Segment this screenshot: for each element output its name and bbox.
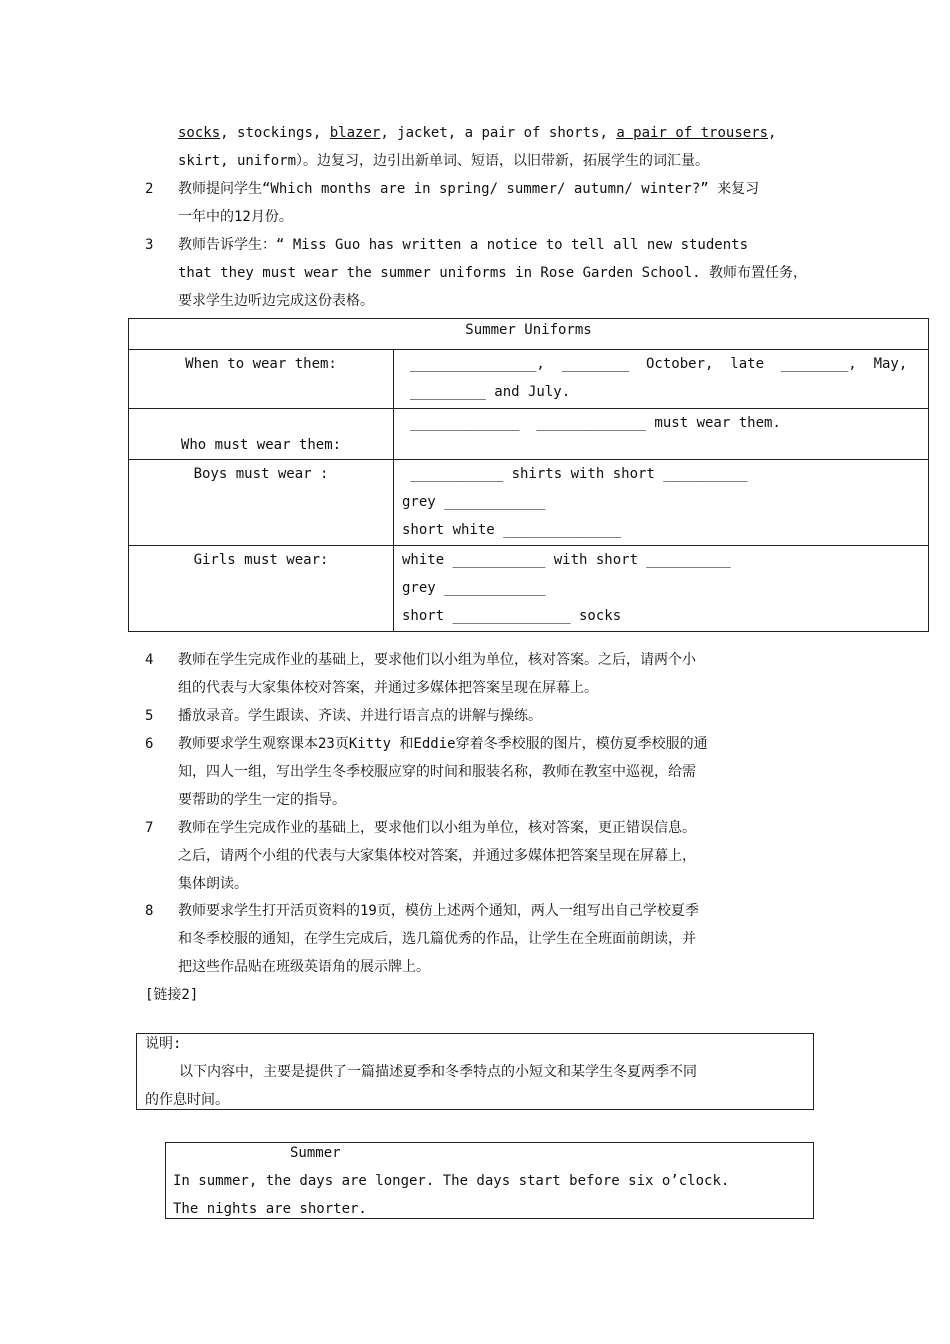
row-line: short white ______________ xyxy=(402,522,622,538)
intro-line-1 xyxy=(178,119,776,147)
row-line: _____________ _____________ must wear them. xyxy=(410,415,781,431)
note-line: 的作息时间。 xyxy=(145,1092,229,1108)
table-row xyxy=(129,409,929,460)
row-line: grey ____________ xyxy=(402,580,546,596)
link-label: [链接2] xyxy=(145,987,199,1003)
table-row xyxy=(129,460,929,546)
row-content xyxy=(394,546,929,632)
step-7-line: 集体朗读。 xyxy=(178,876,248,892)
summer-uniforms-table xyxy=(128,318,929,632)
table-row xyxy=(129,350,929,409)
step-7-line: 教师在学生完成作业的基础上，要求他们以小组为单位，核对答案，更正错误信息。 xyxy=(178,820,696,836)
summer-line: The nights are shorter. xyxy=(173,1201,367,1217)
vocab-trousers: a pair of trousers xyxy=(616,125,769,141)
row-line: short ______________ socks xyxy=(402,608,622,624)
step-3-line: 要求学生边听边完成这份表格。 xyxy=(178,293,374,309)
row-line: _______________, ________ October, late ________, May, xyxy=(410,356,908,372)
step-number: 3 xyxy=(145,237,154,253)
step-number: 8 xyxy=(145,903,154,919)
vocab-socks: socks xyxy=(178,125,221,141)
vocab-text: , jacket, a pair of shorts, xyxy=(380,125,617,141)
step-4-line: 组的代表与大家集体校对答案，并通过多媒体把答案呈现在屏幕上。 xyxy=(178,680,598,696)
step-2-line: 一年中的12月份。 xyxy=(178,209,293,225)
note-box xyxy=(136,1033,814,1110)
row-line: grey ____________ xyxy=(402,494,546,510)
row-line: ___________ shirts with short __________ xyxy=(402,466,748,482)
step-4-line: 教师在学生完成作业的基础上，要求他们以小组为单位，核对答案。之后，请两个小 xyxy=(178,652,696,668)
step-3-line: that they must wear the summer uniforms in Rose Garden School. 教师布置任务， xyxy=(178,265,808,281)
vocab-text: , stockings, xyxy=(220,125,330,141)
table-title: Summer Uniforms xyxy=(129,319,929,350)
vocab-blazer: blazer xyxy=(329,125,381,141)
row-content xyxy=(394,350,929,409)
row-content xyxy=(394,460,929,546)
step-8-line: 教师要求学生打开活页资料的19页，模仿上述两个通知，两人一组写出自己学校夏季 xyxy=(178,903,699,919)
table-row xyxy=(129,546,929,632)
step-number: 6 xyxy=(145,736,154,752)
row-label: Girls must wear: xyxy=(129,546,394,632)
row-content xyxy=(394,409,929,460)
step-number: 4 xyxy=(145,652,154,668)
step-number: 7 xyxy=(145,820,154,836)
step-8-line: 把这些作品贴在班级英语角的展示牌上。 xyxy=(178,959,430,975)
step-6-line: 教师要求学生观察课本23页Kitty 和Eddie穿着冬季校服的图片，模仿夏季校服的通 xyxy=(178,736,708,752)
step-number: 2 xyxy=(145,181,154,197)
summer-line: In summer, the days are longer. The days start before six o’clock. xyxy=(173,1173,730,1189)
step-8-line: 和冬季校服的通知，在学生完成后，选几篇优秀的作品，让学生在全班面前朗读，并 xyxy=(178,931,696,947)
row-label: Who must wear them: xyxy=(129,409,394,460)
step-7-line: 之后，请两个小组的代表与大家集体校对答案，并通过多媒体把答案呈现在屏幕上， xyxy=(178,848,696,864)
step-6-line: 知，四人一组，写出学生冬季校服应穿的时间和服装名称，教师在教室中巡视，给需 xyxy=(178,764,696,780)
step-6-line: 要帮助的学生一定的指导。 xyxy=(178,792,346,808)
step-3-line: 教师告诉学生：“ Miss Guo has written a notice to tell all new students xyxy=(178,237,749,253)
step-5-line: 播放录音。学生跟读、齐读、并进行语言点的讲解与操练。 xyxy=(178,708,542,724)
row-label: When to wear them: xyxy=(129,350,394,409)
row-label: Boys must wear : xyxy=(129,460,394,546)
summer-title: Summer xyxy=(290,1145,341,1161)
row-line: _________ and July. xyxy=(410,384,571,400)
note-title: 说明: xyxy=(145,1036,182,1052)
step-2-line: 教师提问学生“Which months are in spring/ summer/ autumn/ winter?” 来复习 xyxy=(178,181,760,197)
summer-box xyxy=(165,1142,814,1219)
vocab-text: , xyxy=(768,125,777,141)
intro-line-2: skirt, uniform）。边复习，边引出新单词、短语，以旧带新，拓展学生的词汇量。 xyxy=(178,153,710,169)
step-number: 5 xyxy=(145,708,154,724)
note-line: 以下内容中，主要是提供了一篇描述夏季和冬季特点的小短文和某学生冬夏两季不同 xyxy=(179,1064,697,1080)
row-line: white ___________ with short __________ xyxy=(402,552,731,568)
